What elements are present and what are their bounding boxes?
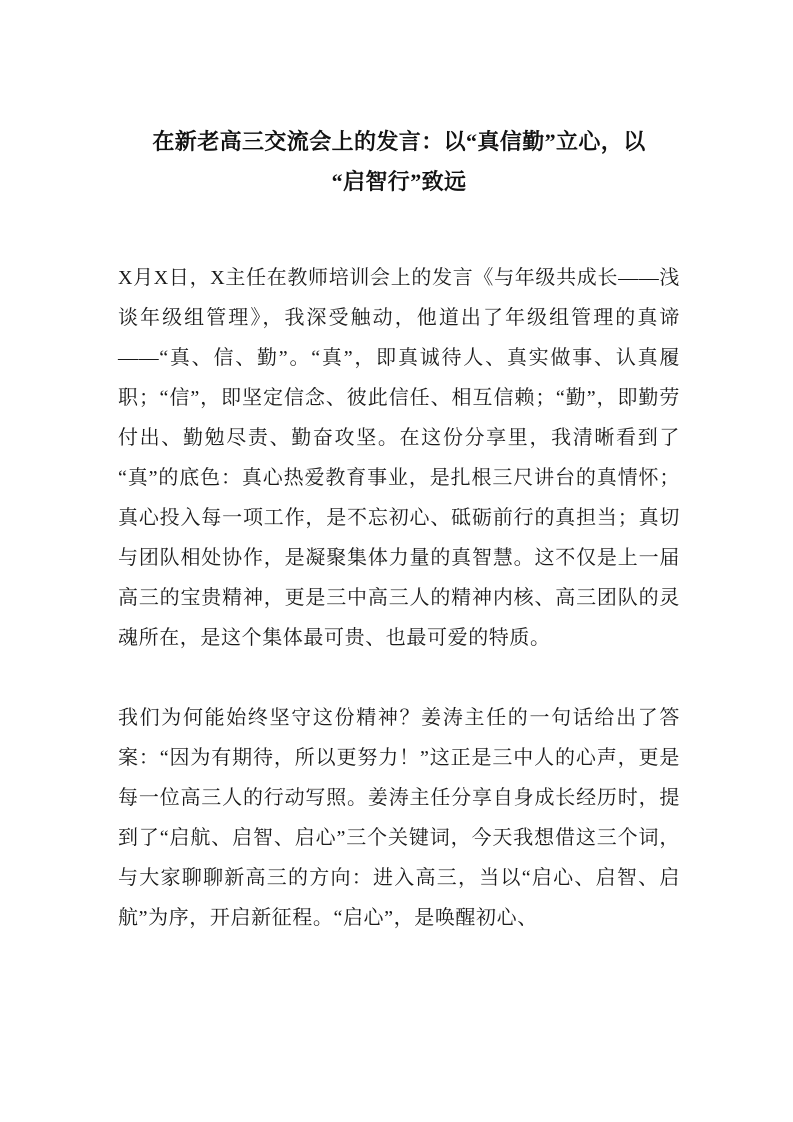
page-title-line-1: 在新老高三交流会上的发言：以“真信勤”立心，以 <box>152 129 646 154</box>
body-paragraphs <box>118 258 680 938</box>
page-title-line-2: “启智行”致远 <box>331 169 467 194</box>
document-text-block <box>118 0 680 938</box>
body-paragraph-1: X月X日，X主任在教师培训会上的发言《与年级共成长——浅谈年级组管理》，我深受触动，他道出了年级组管理的真谛——“真、信、勤”。“真”，即真诚待人、真实做事、认真履职；“信”，即坚定信念、彼此信任、相互信赖；“勤”，即勤劳付出、勤勉尽责、勤奋攻坚。在这份分享里，我清晰看到了“真”的底色：真心热爱教育事业，是扎根三尺讲台的真情怀；真心投入每一项工作，是不忘初心、砥砺前行的真担当；真切与团队相处协作，是凝聚集体力量的真智慧。这不仅是上一届高三的宝贵精神，更是三中高三人的精神内核、高三团队的灵魂所在，是这个集体最可贵、也最可爱的特质。 <box>118 267 680 649</box>
page-title <box>118 0 680 202</box>
body-paragraph-2: 我们为何能始终坚守这份精神？姜涛主任的一句话给出了答案：“因为有期待，所以更努力！”这正是三中人的心声，更是每一位高三人的行动写照。姜涛主任分享自身成长经历时，提到了“启航、启智、启心”三个关键词，今天我想借这三个词，与大家聊聊新高三的方向：进入高三，当以“启心、启智、启航”为序，开启新征程。“启心”，是唤醒初心、 <box>118 707 680 929</box>
